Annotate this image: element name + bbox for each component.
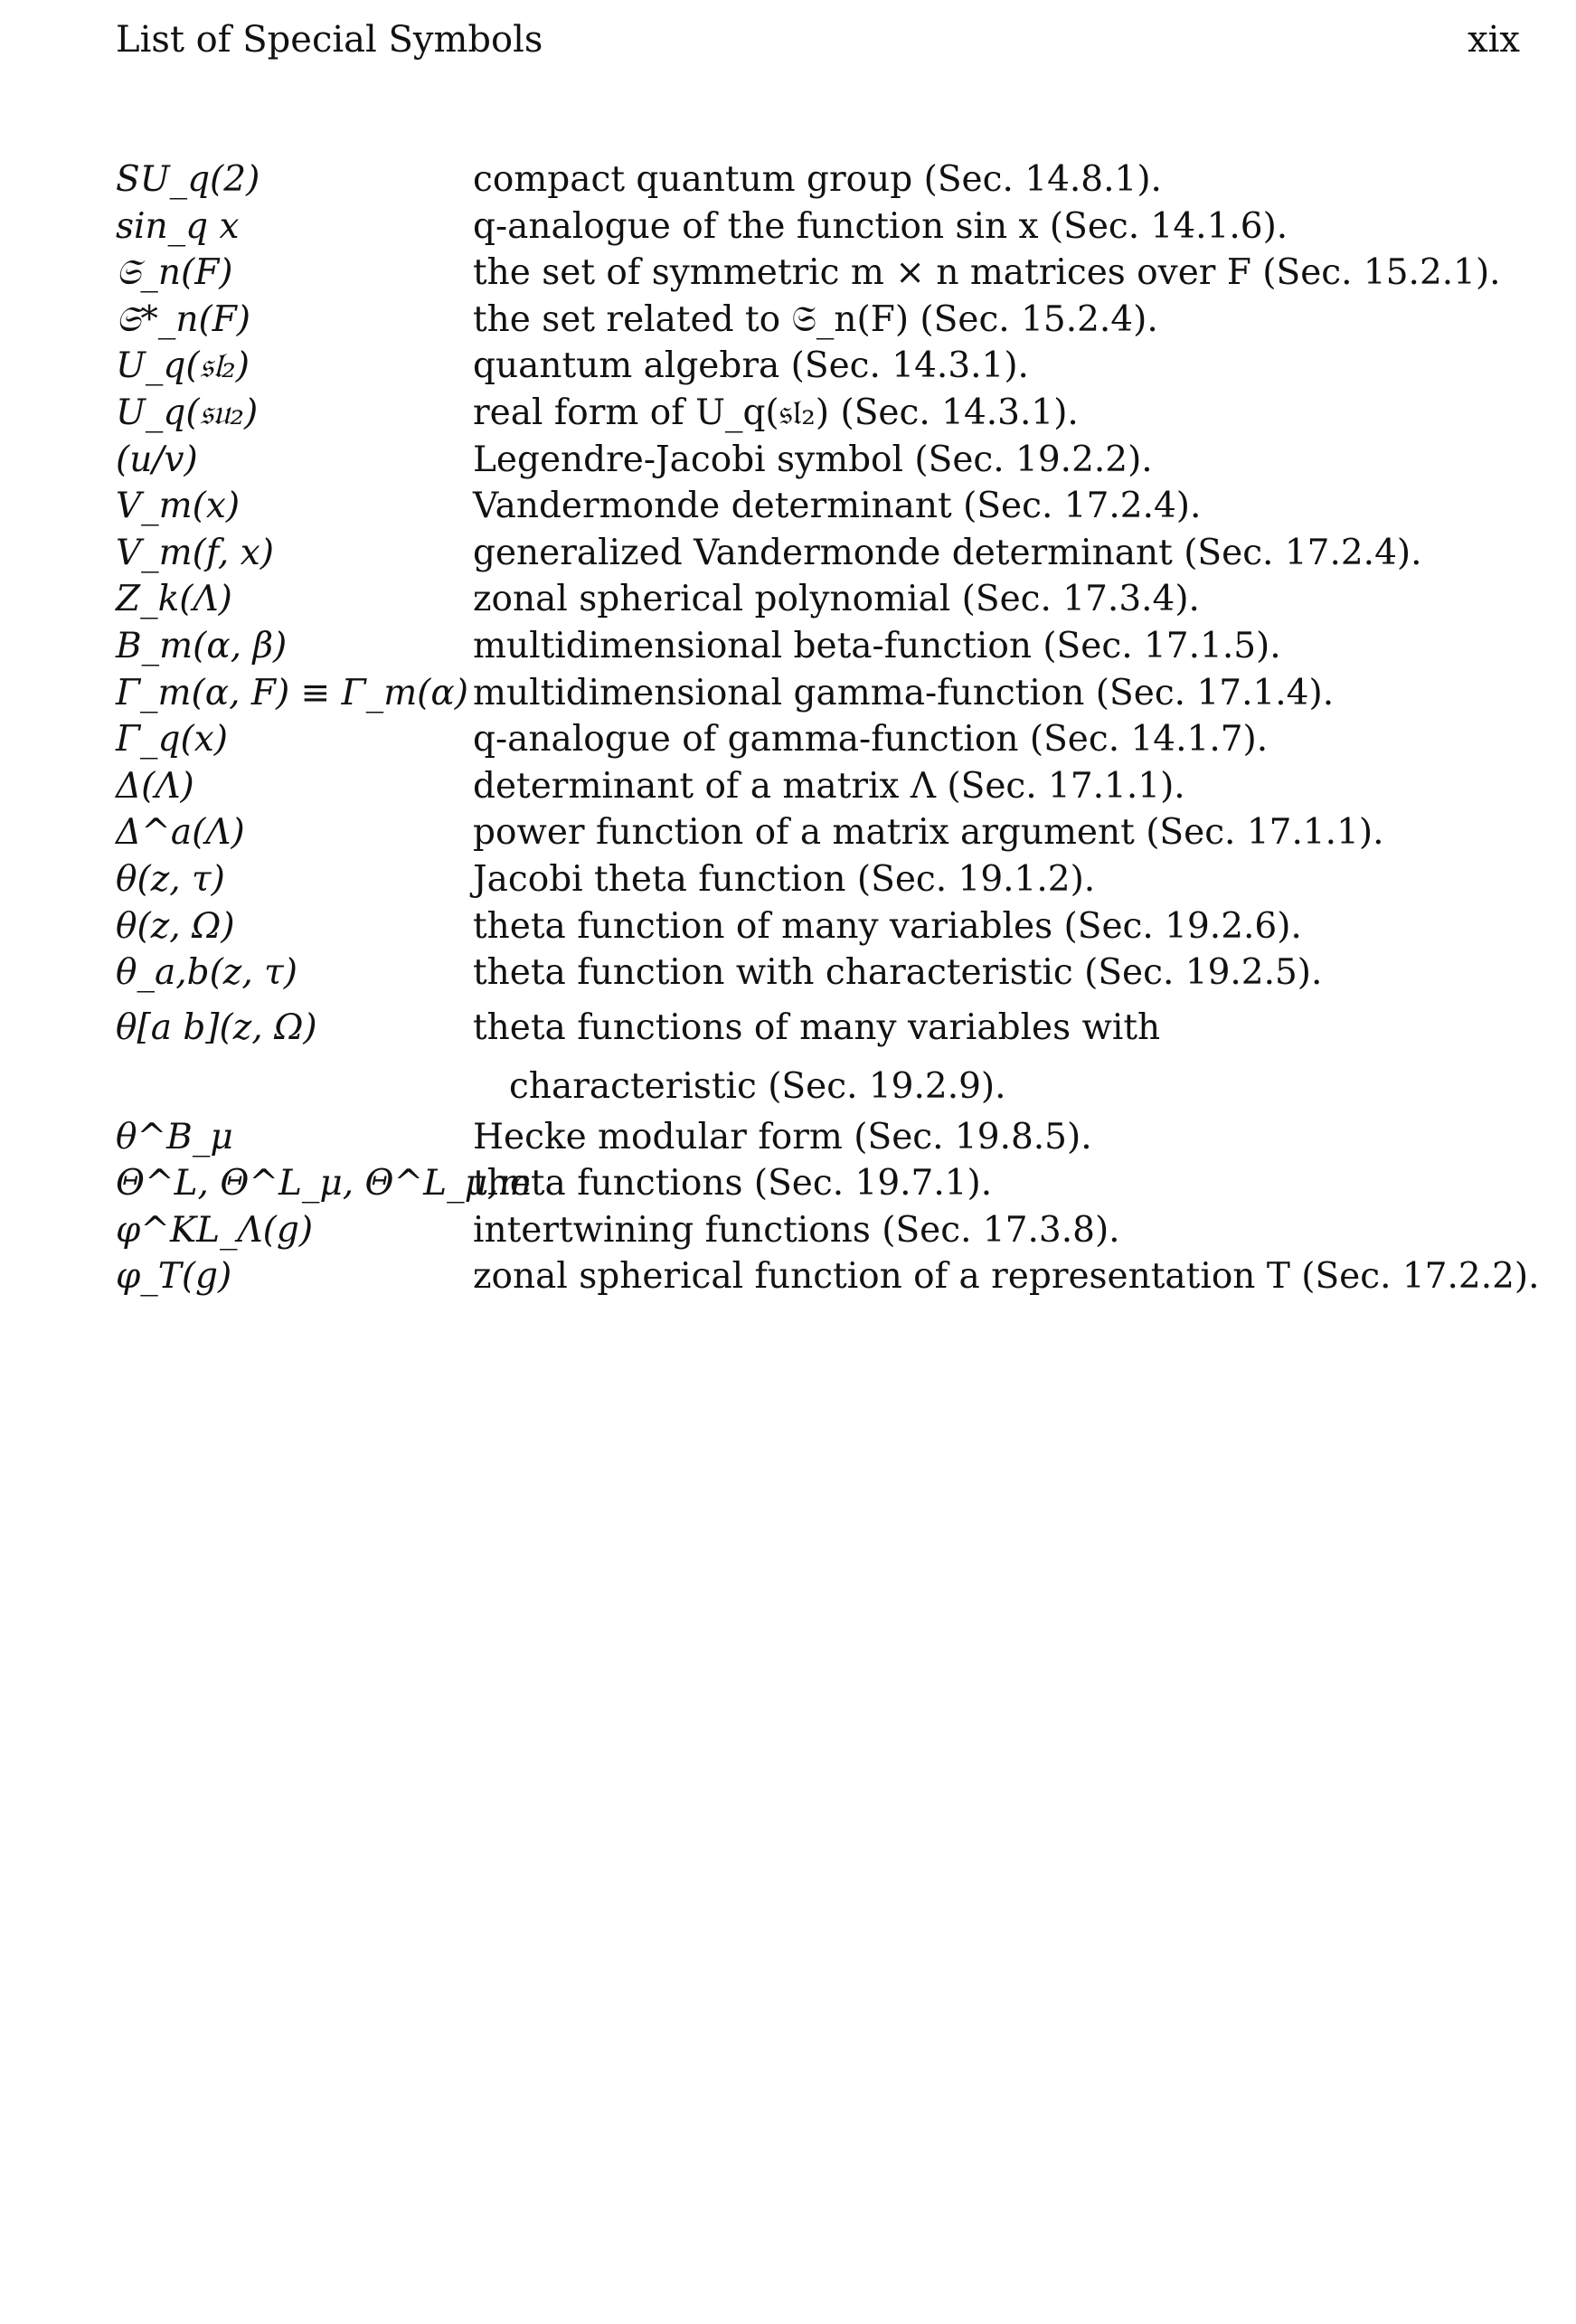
symbol-entry [116,949,1526,997]
symbol: 𝔖_n(F) [116,252,233,294]
symbol-entry [116,250,1526,297]
symbol-entry [116,856,1526,903]
symbol: sin_q x [116,205,240,247]
symbol-entry [116,483,1526,530]
symbol-entry [116,156,1526,203]
symbol: θ_a,b(z, τ) [116,952,297,994]
symbol-description: multidimensional gamma-function (Sec. 17.1.4). [473,672,1335,713]
symbol-description: compact quantum group (Sec. 14.8.1). [473,159,1162,200]
symbol: φ_T(g) [116,1256,232,1298]
symbol-entry [116,437,1526,484]
symbol-entry [116,530,1526,577]
symbol-entry [116,203,1526,250]
symbol-description: theta functions (Sec. 19.7.1). [473,1163,993,1205]
symbol-entry [116,809,1526,856]
symbol-description: generalized Vandermonde determinant (Sec. 17.2.4). [473,532,1422,573]
symbol: SU_q(2) [116,159,260,200]
symbol: θ^B_μ [116,1116,233,1157]
symbol-description: power function of a matrix argument (Sec. 17.1.1). [473,812,1384,854]
symbol-entry [116,903,1526,950]
symbol-entry [116,576,1526,623]
symbol-entry [116,1160,1526,1207]
symbol-description: the set of symmetric m × n matrices over F (Sec. 15.2.1). [473,252,1501,294]
symbol: U_q(𝔰𝔲₂) [116,392,259,433]
symbol: φ^KL_Λ(g) [116,1209,314,1251]
running-header [116,13,1520,67]
symbol: Δ(Λ) [116,765,194,807]
page-number: xix [1467,19,1520,61]
symbol-description: intertwining functions (Sec. 17.3.8). [473,1209,1120,1251]
symbol-entry-continuation [116,1060,1526,1114]
symbol: Θ^L, Θ^L_μ, Θ^L_μ,m [116,1163,533,1205]
symbol: V_m(x) [116,486,241,527]
symbol-description: zonal spherical polynomial (Sec. 17.3.4). [473,579,1200,620]
symbol-entry [116,343,1526,390]
symbol-entry [116,390,1526,437]
symbol-description: quantum algebra (Sec. 14.3.1). [473,345,1029,387]
symbol: θ[a b](z, Ω) [116,1006,317,1048]
symbol-entry [116,623,1526,670]
symbol-description: theta function with characteristic (Sec. 19.2.5). [473,952,1323,994]
symbol-description: Vandermonde determinant (Sec. 17.2.4). [473,486,1202,527]
symbol: V_m(f, x) [116,532,274,573]
symbol: 𝔖*_n(F) [116,298,250,340]
symbol: (u/v) [116,439,198,480]
symbol-entry [116,1253,1540,1300]
symbol-entry [116,670,1526,717]
symbol-entry [116,1114,1526,1161]
symbol-description: the set related to 𝔖_n(F) (Sec. 15.2.4). [473,298,1158,340]
symbol-description: zonal spherical function of a representation T (Sec. 17.2.2). [473,1256,1540,1298]
symbol-description: q-analogue of the function sin x (Sec. 14.1.6). [473,205,1288,247]
symbol: Δ^a(Λ) [116,812,245,854]
symbol-entry [116,763,1526,810]
symbol-description: q-analogue of gamma-function (Sec. 14.1.7). [473,719,1269,760]
symbol: Z_k(Λ) [116,579,232,620]
symbol-list [116,156,1540,1300]
symbol: Γ_m(α, F) ≡ Γ_m(α) [116,672,468,713]
symbol-entry [116,297,1526,344]
symbol-entry [116,1207,1526,1254]
symbol: B_m(α, β) [116,625,288,666]
symbol-description: theta function of many variables (Sec. 19.2.6). [473,905,1302,947]
symbol-description: multidimensional beta-function (Sec. 17.1.5). [473,625,1281,666]
symbol-description: real form of U_q(𝔰𝔩₂) (Sec. 14.3.1). [473,392,1079,433]
symbol: Γ_q(x) [116,719,228,760]
symbol-entry [116,997,1526,1060]
symbol-entry [116,716,1526,763]
section-title: List of Special Symbols [116,19,543,61]
symbol-description: determinant of a matrix Λ (Sec. 17.1.1). [473,765,1185,807]
symbol-description: Hecke modular form (Sec. 19.8.5). [473,1116,1092,1157]
symbol: U_q(𝔰𝔩₂) [116,345,250,387]
symbol: θ(z, τ) [116,858,225,900]
symbol-description-continuation: characteristic (Sec. 19.2.9). [509,1065,1006,1107]
symbol-description: Legendre-Jacobi symbol (Sec. 19.2.2). [473,439,1153,480]
symbol-description: theta functions of many variables with [473,1006,1161,1048]
symbol-description: Jacobi theta function (Sec. 19.1.2). [473,858,1096,900]
symbol: θ(z, Ω) [116,905,235,947]
